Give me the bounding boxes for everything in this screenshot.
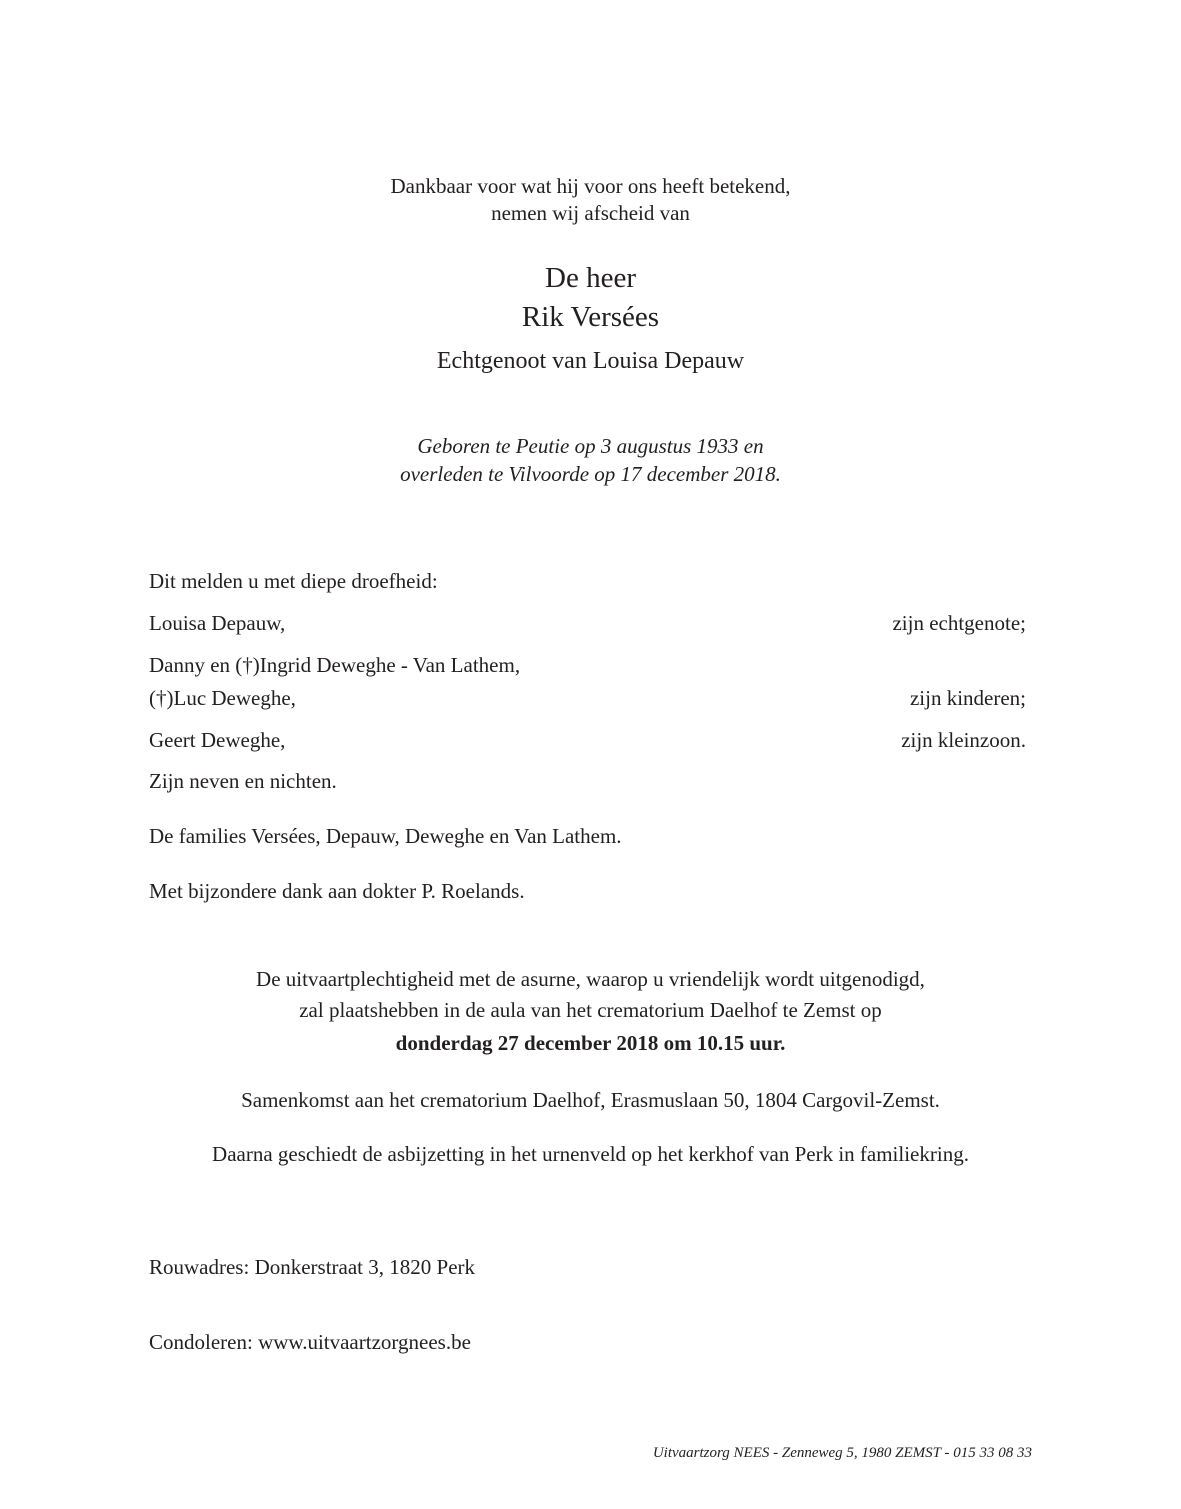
gathering-line: Samenkomst aan het crematorium Daelhof, Erasmuslaan 50, 1804 Cargovil-Zemst. <box>241 1088 940 1112</box>
funeral-home-footer: Uitvaartzorg NEES - Zenneweg 5, 1980 ZEMST - 015 33 08 33 <box>652 1445 1032 1461</box>
family-member-spouse: Louisa Depauw, <box>149 611 286 635</box>
ceremony-datetime: donderdag 27 december 2018 om 10.15 uur. <box>395 1031 786 1055</box>
death-line: overleden te Vilvoorde op 17 december 2018. <box>400 462 781 486</box>
ceremony-line-2: zal plaatshebben in de aula van het crematorium Daelhof te Zemst op <box>299 998 882 1022</box>
interment-line: Daarna geschiedt de asbijzetting in het urnenveld op het kerkhof van Perk in familiekring. <box>212 1142 969 1166</box>
announcement-heading: Dit melden u met diepe droefheid: <box>149 569 438 593</box>
condolences-line <box>149 1329 471 1356</box>
spouse-relation: Echtgenoot van Louisa Depauw <box>436 348 745 374</box>
thanks-line: Met bijzondere dank aan dokter P. Roelands. <box>149 879 525 903</box>
mourning-address: Rouwadres: Donkerstraat 3, 1820 Perk <box>149 1255 476 1279</box>
intro-line-1: Dankbaar voor wat hij voor ons heeft betekend, <box>390 174 791 198</box>
family-relation-spouse: zijn echtgenote; <box>892 611 1026 635</box>
family-member-grandson: Geert Deweghe, <box>149 728 286 752</box>
family-member-child-2: (†)Luc Deweghe, <box>149 686 296 710</box>
families-line: De families Versées, Depauw, Deweghe en Van Lathem. <box>149 824 622 848</box>
family-member-child-1: Danny en (†)Ingrid Deweghe - Van Lathem, <box>149 653 521 677</box>
family-relation-children: zijn kinderen; <box>909 686 1026 710</box>
ceremony-line-1: De uitvaartplechtigheid met de asurne, waarop u vriendelijk wordt uitgenodigd, <box>256 967 925 991</box>
deceased-name: Rik Versées <box>521 301 660 333</box>
intro-line-2: nemen wij afscheid van <box>491 201 690 225</box>
family-relation-grandson: zijn kleinzoon. <box>901 728 1026 752</box>
condolences-link[interactable]: www.uitvaartzorgnees.be <box>258 1330 471 1354</box>
honorific: De heer <box>545 262 636 294</box>
cousins-line: Zijn neven en nichten. <box>149 769 337 793</box>
condolences-label: Condoleren: <box>149 1330 259 1354</box>
birth-line: Geboren te Peutie op 3 augustus 1933 en <box>417 434 764 458</box>
